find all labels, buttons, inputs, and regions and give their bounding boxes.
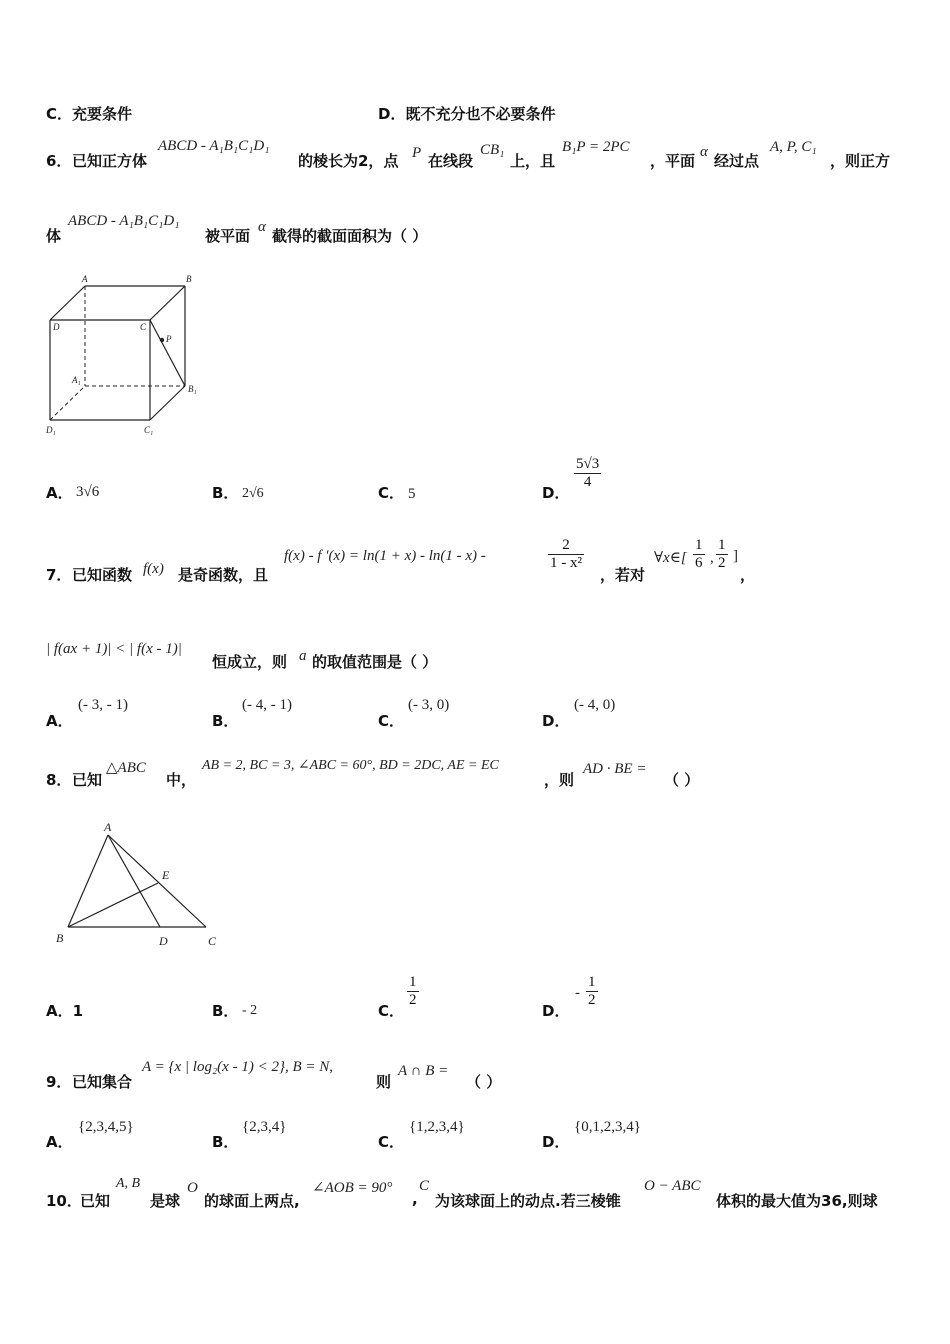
q8-text: 中， [166,771,197,789]
triangle-label: E [162,868,170,882]
q7-forall: ∀x∈[ [654,550,687,566]
q7-option-d [542,710,569,731]
q10-angle: ∠AOB = 90° [312,1180,393,1196]
q8-option-d-fraction [586,974,598,1009]
q8-option-c [378,1000,404,1021]
option-label: D． [542,1133,570,1151]
q10-points-ab: A, B [116,1176,141,1191]
cube-label: C [140,322,147,332]
cube-label: B₁ [188,384,197,394]
q10-center-o: O [187,1180,198,1196]
q7-inequality: | f(ax + 1)| < | f(x - 1)| [46,641,182,657]
option-label: B． [212,1002,239,1020]
q8-text: （ ） [664,771,700,789]
option-label: A． [46,712,73,730]
q6-text: ，则正方 [830,152,891,170]
q8-option-a [46,1000,83,1021]
q10-point-c: C [419,1178,430,1194]
q9-intersection: A ∩ B = [398,1063,449,1079]
cube-label: D₁ [46,425,56,435]
cube-label: A₁ [72,375,81,385]
point-p-marker [160,338,164,342]
option-label: A． [46,1133,73,1151]
option-label: C． [378,1002,405,1020]
option-label: C． [378,1133,405,1151]
q6-option-a-value: 3√6 [76,484,100,500]
q6-text: 的棱长为2，点 [298,152,399,170]
cube-label: C₁ [144,425,154,435]
q8-option-c-fraction [407,974,419,1009]
fraction-denominator: 4 [583,474,592,490]
q7-equation-fraction [548,537,584,572]
fraction-numerator: 1 [718,537,726,553]
q6-option-d [542,482,569,503]
fraction-denominator: 1 - x² [550,555,582,571]
option-label: D． [542,1002,570,1020]
q8-triangle: △ABC [106,760,146,776]
q6-text: 经过点 [714,152,760,170]
q8-text: ，则 [544,771,575,789]
option-value: 1 [72,1002,84,1020]
q6-text: ，平面 [650,152,696,170]
q6-cube-name: ABCD - A₁B₁C₁D₁ [68,213,180,229]
triangle-label: B [56,931,64,945]
q9-set-definition: A = {x | log₂(x - 1) < 2}, B = N, [142,1059,333,1075]
q9-option-a [46,1131,73,1152]
fraction-denominator: 2 [588,992,596,1008]
fraction-numerator: 1 [409,974,417,990]
q7-option-c-value: (- 3, 0) [408,697,450,713]
cube-label: B [186,274,192,284]
q10-text: 体积的最大值为36,则球 [716,1192,878,1210]
q9-text: 则 [376,1073,392,1091]
q9-option-b [212,1131,238,1152]
triangle-label: A [104,820,112,834]
q7-option-c [378,710,404,731]
fraction-numerator: 1 [588,974,596,990]
option-text: 充要条件 [72,105,133,123]
q10-number: 10． [46,1192,82,1210]
q6-number: 6． [46,152,72,170]
q6-option-c-value: 5 [408,486,416,502]
q9-option-a-value: {2,3,4,5} [78,1119,134,1135]
q8-number: 8． [46,771,72,789]
q7-interval-lower [693,537,705,572]
q9-option-c [378,1131,404,1152]
q6-plane-alpha: α [258,219,266,235]
cube-label: D [53,322,60,332]
fraction-numerator: 2 [548,537,584,555]
q7-text: ，若对 [600,566,646,584]
q8-option-b [212,1000,238,1021]
option-label: C． [46,105,73,123]
q10-pyramid: O − ABC [644,1178,701,1194]
q7-text: ， [740,566,756,584]
q7-text: 是奇函数，且 [178,566,269,584]
fraction-denominator: 6 [695,555,703,571]
q6-option-c [378,482,404,503]
q8-option-d-sign: - [575,985,580,1001]
q6-condition: B₁P = 2PC [562,139,630,155]
option-label: B． [212,1133,239,1151]
q7-equation: f(x) - f ′(x) = ln(1 + x) - ln(1 - x) - [284,548,486,564]
q9-text: 已知集合 [72,1073,133,1091]
q7-option-b-value: (- 4, - 1) [242,697,292,713]
q10-text: 的球面上两点, [204,1192,300,1210]
q6-text: 体 [46,227,62,245]
q6-text: 截得的截面面积为（ ） [272,227,428,245]
q10-text: , [412,1190,418,1208]
option-label: C． [378,484,405,502]
cube-label: A [82,274,88,284]
option-label: A． [46,484,73,502]
q9-option-b-value: {2,3,4} [242,1119,287,1135]
q5-option-c [46,103,132,124]
q9-number: 9． [46,1073,72,1091]
option-label: D． [542,484,570,502]
q7-option-a [46,710,73,731]
comma: , [710,550,714,566]
fraction-numerator: 5√3 [576,456,600,472]
q6-text: 上，且 [510,152,556,170]
q7-param-a: a [299,648,307,664]
q6-cube-name: ABCD - A₁B₁C₁D₁ [158,138,270,154]
q7-text: 的取值范围是（ ） [312,653,438,671]
q8-dot-product: AD · BE = [583,761,647,777]
q6-option-d-fraction [574,456,601,491]
cube-figure [40,268,210,438]
option-label: B． [212,712,239,730]
q7-option-d-value: (- 4, 0) [574,697,616,713]
option-label: B． [212,484,239,502]
q7-option-b [212,710,238,731]
q7-interval-close: ] [733,548,738,564]
q10-text: 为该球面上的动点.若三棱锥 [435,1192,621,1210]
option-label: D． [378,105,406,123]
cube-label: P [166,334,172,344]
q9-text: （ ） [466,1073,502,1091]
q7-number: 7． [46,566,72,584]
q7-fx: f(x) [143,561,164,577]
q6-segment: CB₁ [480,142,505,158]
triangle-label: C [208,934,217,948]
q8-option-d [542,1000,569,1021]
q6-points: A, P, C₁ [770,139,817,155]
fraction-numerator: 1 [695,537,703,553]
option-label: A． [46,1002,73,1020]
q8-option-b-value: - 2 [242,1003,258,1018]
fraction-denominator: 2 [718,555,726,571]
q7-text: 恒成立，则 [212,653,288,671]
option-label: C． [378,712,405,730]
option-label: D． [542,712,570,730]
q9-option-d-value: {0,1,2,3,4} [574,1119,641,1135]
q10-text: 已知 [80,1192,111,1210]
q6-text: 在线段 [428,152,474,170]
q6-point-p: P [412,145,422,161]
q6-option-a [46,482,73,503]
fraction-denominator: 2 [409,992,417,1008]
option-text: 既不充分也不必要条件 [405,105,556,123]
q6-text: 已知正方体 [72,152,148,170]
triangle-figure [50,815,230,955]
q5-option-d [378,103,555,124]
q6-option-b [212,482,238,503]
q8-text: 已知 [72,771,103,789]
q7-option-a-value: (- 3, - 1) [78,697,128,713]
q9-option-d [542,1131,569,1152]
q8-condition: AB = 2, BC = 3, ∠ABC = 60°, BD = 2DC, AE = EC [202,758,499,773]
triangle-label: D [159,934,168,948]
q9-option-c-value: {1,2,3,4} [409,1119,465,1135]
q10-text: 是球 [150,1192,181,1210]
q6-option-b-value: 2√6 [242,486,264,501]
q7-text: 已知函数 [72,566,133,584]
q7-interval-upper [716,537,728,572]
q6-plane-alpha: α [700,144,708,160]
q6-text: 被平面 [205,227,251,245]
